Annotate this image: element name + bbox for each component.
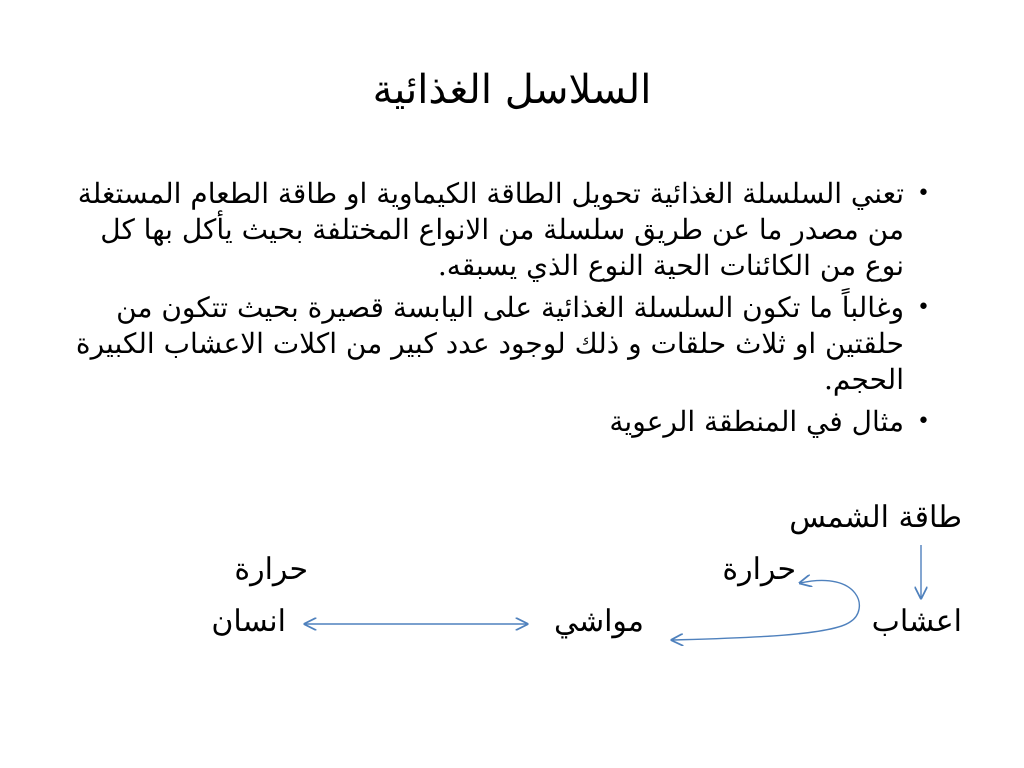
bullet-list (60, 176, 930, 446)
grass-label: اعشاب (871, 604, 962, 639)
slide-title: السلاسل الغذائية (372, 67, 652, 113)
bullet-item (60, 176, 930, 284)
bullet-text: تعني السلسلة الغذائية تحويل الطاقة الكيماوية او طاقة الطعام المستغلة من مصدر ما عن طريق سلسلة من الانواع المختلفة بحيث يأكل بها كل نوع من الكائنات الحية النوع الذي يسبقه. (77, 177, 904, 282)
cattle-label: مواشي (553, 604, 644, 639)
bullet-text: مثال في المنطقة الرعوية (609, 405, 904, 438)
bullet-dot-icon: • (917, 295, 930, 320)
heat-label-right: حرارة (722, 552, 796, 587)
human-label: انسان (211, 604, 286, 639)
bullet-dot-icon: • (917, 181, 930, 206)
bullet-item (60, 290, 930, 398)
grass-to-cattle-curved-arrow (672, 580, 859, 640)
heat-label-left: حرارة (234, 552, 308, 587)
bullet-dot-icon: • (917, 409, 930, 434)
bullet-text: وغالباً ما تكون السلسلة الغذائية على اليابسة قصيرة بحيث تتكون من حلقتين او ثلاث حلقات و ذلك لوجود عدد كبير من اكلات الاعشاب الكبيرة الحجم. (75, 291, 904, 396)
sun-energy-label: طاقة الشمس (789, 500, 962, 535)
bullet-item (60, 404, 930, 440)
